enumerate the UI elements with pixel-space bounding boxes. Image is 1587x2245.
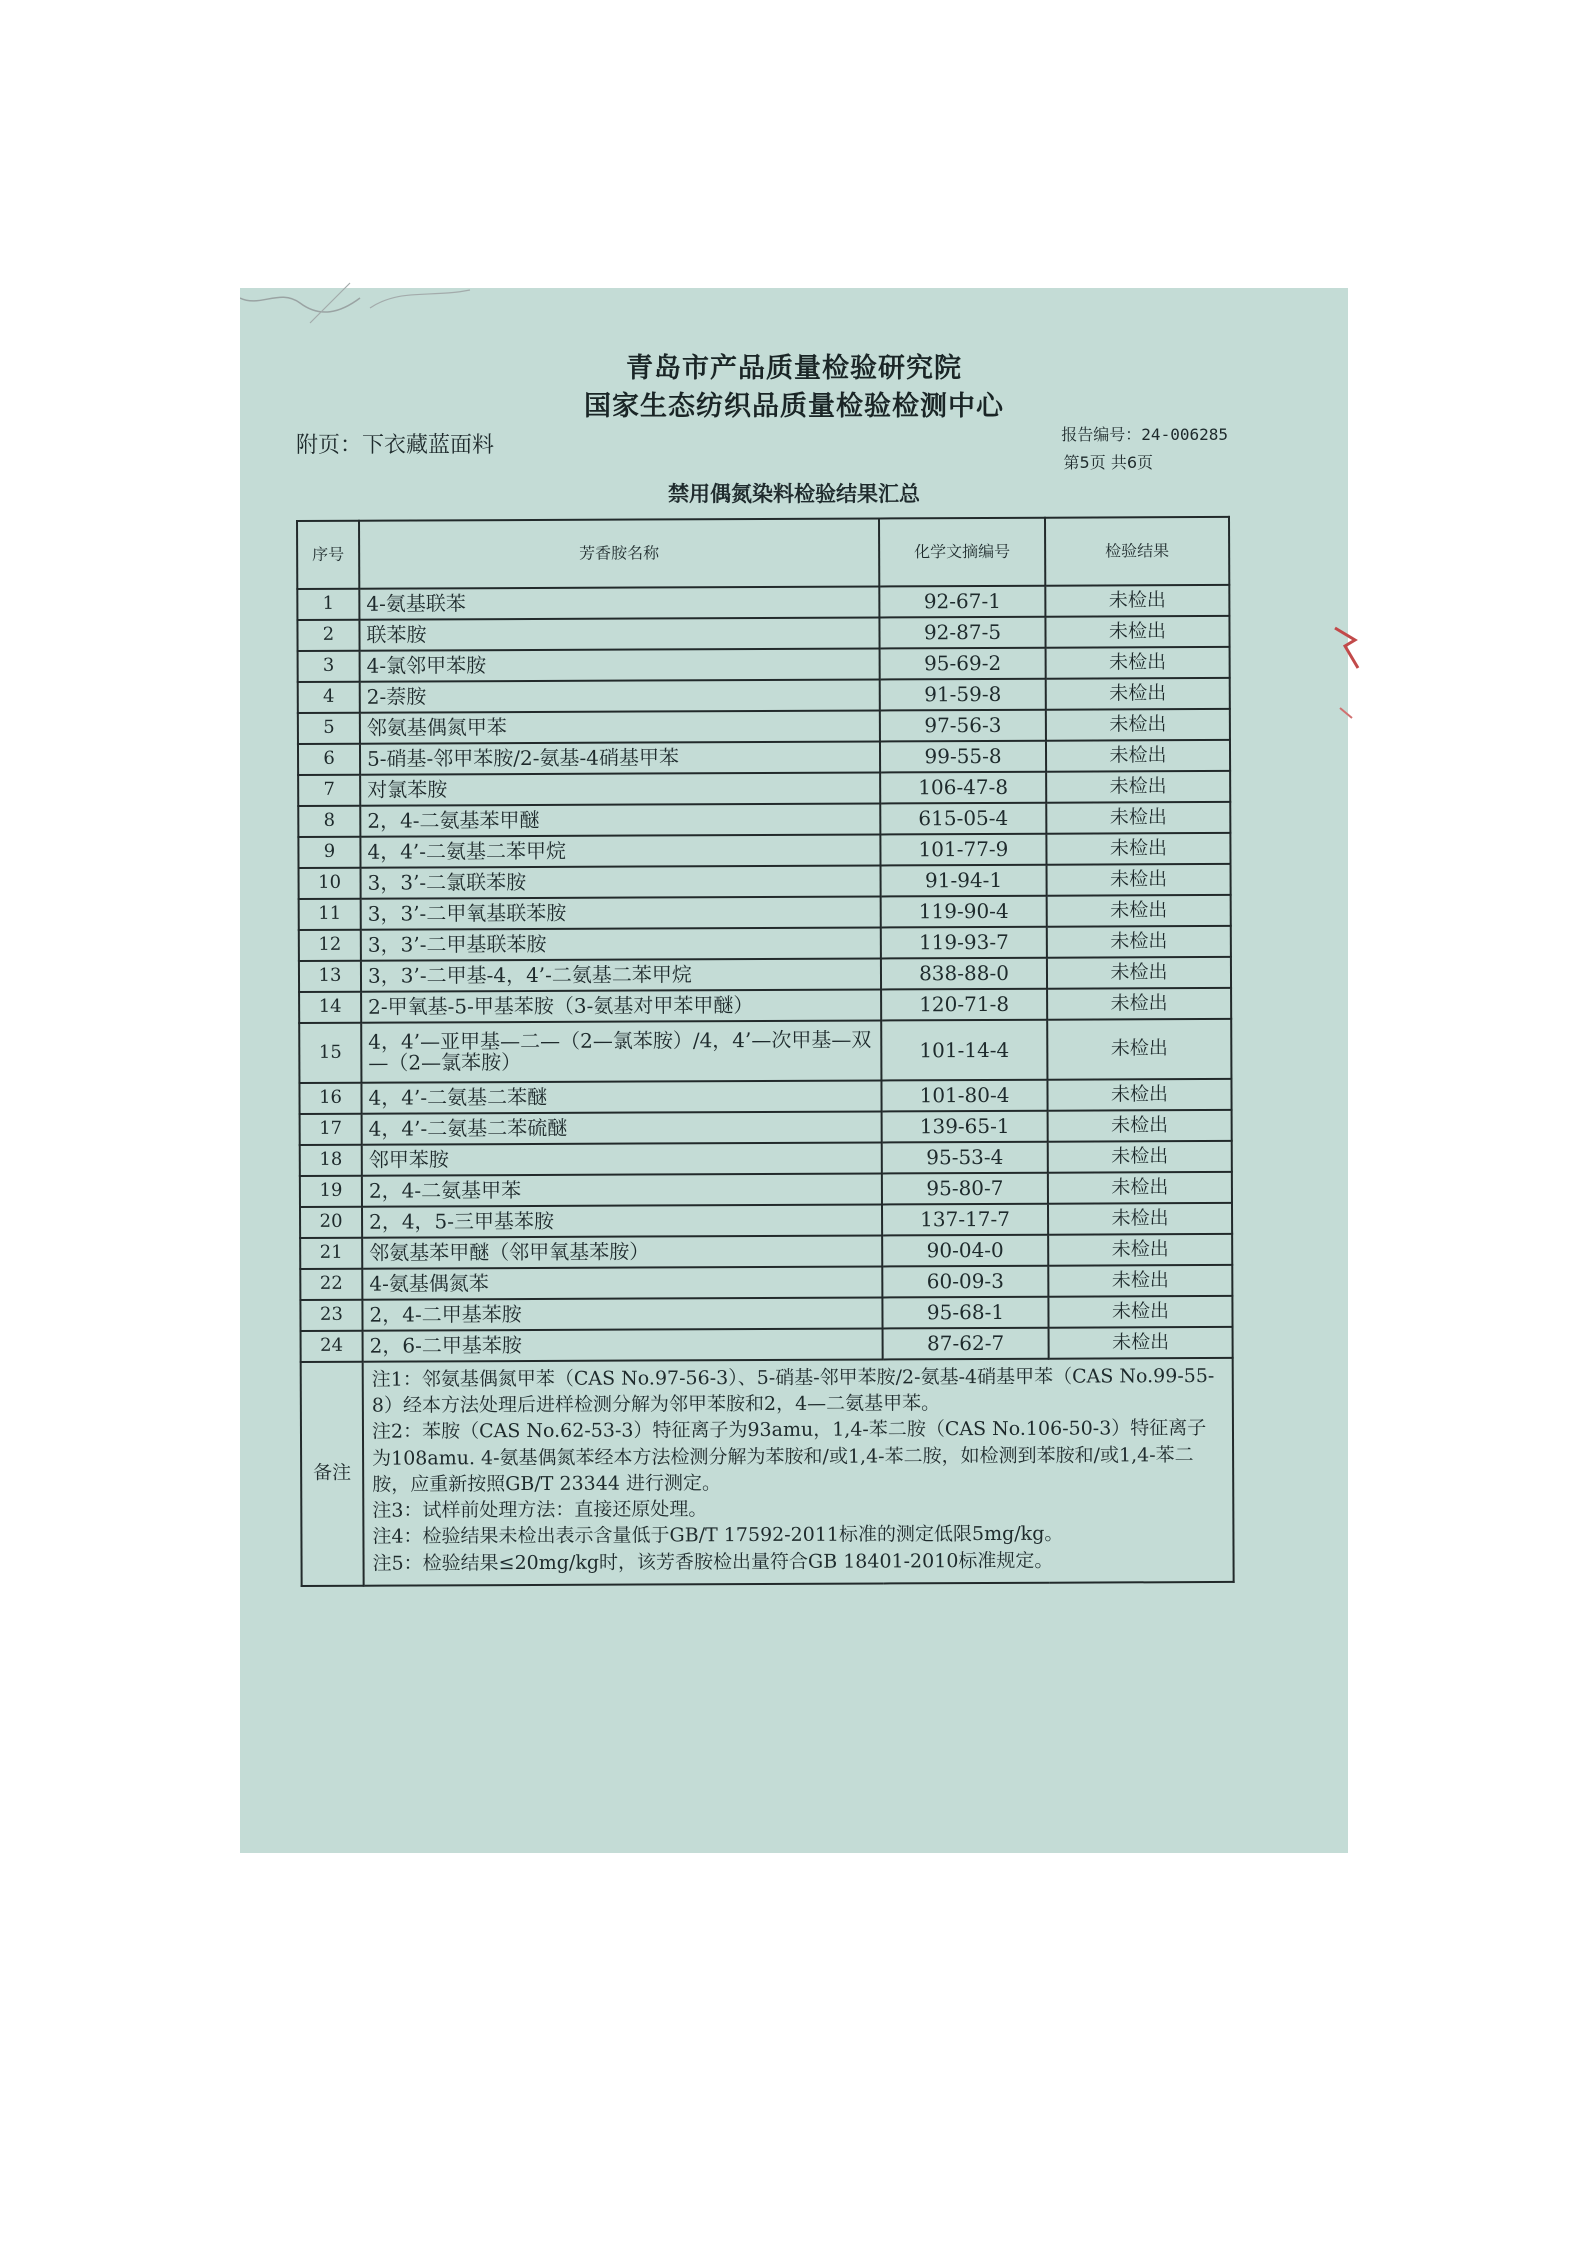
cas-number: 101-80-4 [881, 1080, 1047, 1112]
table-row [299, 864, 1231, 899]
amine-name: 邻氨基苯甲醚（邻甲氧基苯胺） [362, 1235, 882, 1268]
test-result: 未检出 [1046, 678, 1230, 710]
cas-number: 101-14-4 [881, 1020, 1047, 1081]
report-number: 报告编号：24-006285 [1061, 425, 1228, 444]
test-result: 未检出 [1047, 895, 1231, 927]
cas-number: 97-56-3 [880, 710, 1046, 742]
test-result: 未检出 [1047, 1019, 1231, 1080]
test-result: 未检出 [1047, 988, 1231, 1020]
table-row [297, 616, 1229, 651]
row-index: 3 [298, 651, 360, 682]
cas-number: 91-59-8 [880, 679, 1046, 711]
row-index: 13 [299, 961, 361, 992]
test-result: 未检出 [1046, 647, 1230, 679]
row-index: 15 [299, 1023, 361, 1083]
row-index: 20 [300, 1207, 362, 1238]
note-4: 注4：检验结果未检出表示含量低于GB/T 17592-2011标准的测定低限5mg/kg。 [372, 1522, 1064, 1548]
red-mark-icon [1330, 608, 1370, 758]
test-result: 未检出 [1048, 1172, 1232, 1204]
table-row [300, 1172, 1232, 1207]
notes-row [301, 1358, 1234, 1586]
notes-label: 备注 [301, 1362, 364, 1586]
row-index: 19 [300, 1176, 362, 1207]
table-row [300, 1234, 1232, 1269]
amine-name: 2，4-二氨基甲苯 [362, 1173, 882, 1206]
amine-name: 邻甲苯胺 [362, 1142, 882, 1175]
table-row [297, 585, 1229, 620]
table-row [300, 1203, 1232, 1238]
test-result: 未检出 [1048, 1296, 1232, 1328]
table-row [298, 709, 1230, 744]
col-header-index: 序号 [297, 521, 359, 589]
pencil-scribble-icon [240, 268, 570, 328]
amine-name: 联苯胺 [359, 617, 879, 650]
amine-name: 2，6-二甲基苯胺 [363, 1328, 883, 1361]
cas-number: 92-67-1 [879, 586, 1045, 618]
row-index: 23 [300, 1300, 362, 1331]
row-index: 11 [299, 899, 361, 930]
table-row [299, 895, 1231, 930]
test-result: 未检出 [1047, 1079, 1231, 1111]
table-row [298, 833, 1230, 868]
test-result: 未检出 [1046, 709, 1230, 741]
cas-number: 60-09-3 [882, 1266, 1048, 1298]
row-index: 1 [297, 589, 359, 620]
table-row [299, 957, 1231, 992]
table-row [300, 1110, 1232, 1145]
row-index: 2 [297, 620, 359, 651]
cas-number: 95-68-1 [882, 1297, 1048, 1329]
test-result: 未检出 [1045, 616, 1229, 648]
cas-number: 120-71-8 [881, 989, 1047, 1021]
test-result: 未检出 [1046, 802, 1230, 834]
cas-number: 91-94-1 [881, 865, 1047, 897]
table-title: 禁用偶氮染料检验结果汇总 [668, 482, 920, 506]
cas-number: 838-88-0 [881, 958, 1047, 990]
amine-name: 2-萘胺 [360, 679, 880, 712]
table-row [300, 1141, 1232, 1176]
row-index: 10 [299, 868, 361, 899]
table-row [299, 988, 1231, 1023]
row-index: 5 [298, 713, 360, 744]
row-index: 24 [301, 1331, 363, 1362]
cas-number: 137-17-7 [882, 1204, 1048, 1236]
table-row [299, 1019, 1231, 1083]
appendix-label: 附页：下衣藏蓝面料 [296, 433, 495, 458]
test-result: 未检出 [1045, 585, 1229, 617]
cas-number: 95-53-4 [882, 1142, 1048, 1174]
cas-number: 92-87-5 [879, 617, 1045, 649]
amine-name: 4，4’-二氨基二苯醚 [361, 1080, 881, 1113]
table-row [298, 802, 1230, 837]
amine-name: 3，3’-二甲基-4，4’-二氨基二苯甲烷 [361, 958, 881, 991]
amine-name: 4-氨基偶氮苯 [362, 1266, 882, 1299]
test-result: 未检出 [1047, 864, 1231, 896]
institute-title: 青岛市产品质量检验研究院 [626, 353, 962, 384]
amine-name: 2，4-二氨基苯甲醚 [360, 803, 880, 836]
test-result: 未检出 [1047, 926, 1231, 958]
cas-number: 101-77-9 [880, 834, 1046, 866]
cas-number: 119-90-4 [881, 896, 1047, 928]
table-row [298, 771, 1230, 806]
cas-number: 95-80-7 [882, 1173, 1048, 1205]
row-index: 18 [300, 1145, 362, 1176]
col-header-cas: 化学文摘编号 [879, 518, 1045, 587]
amine-name: 5-硝基-邻甲苯胺/2-氨基-4硝基甲苯 [360, 741, 880, 774]
note-2: 注2：苯胺（CAS No.62-53-3）特征离子为93amu，1,4-苯二胺（CAS No.106-50-3）特征离子为108amu. 4-氨基偶氮苯经本方法检测分解为苯胺和/或1,4-苯二胺，如检测到苯胺和/或1,4-苯二胺，应重新按照GB/T 23344 进行测定。 [371, 1417, 1207, 1496]
amine-name: 对氯苯胺 [360, 772, 880, 805]
amine-name: 3，3’-二甲氧基联苯胺 [361, 896, 881, 929]
row-index: 17 [300, 1114, 362, 1145]
amine-name: 3，3’-二氯联苯胺 [361, 865, 881, 898]
table-row [300, 1296, 1232, 1331]
cas-number: 87-62-7 [883, 1328, 1049, 1360]
cas-number: 106-47-8 [880, 772, 1046, 804]
test-result: 未检出 [1047, 957, 1231, 989]
table-row [301, 1327, 1233, 1362]
row-index: 9 [298, 837, 360, 868]
col-header-result: 检验结果 [1045, 517, 1229, 586]
center-title: 国家生态纺织品质量检验检测中心 [584, 391, 1004, 422]
test-result: 未检出 [1046, 833, 1230, 865]
amine-name: 4，4’—亚甲基—二—（2—氯苯胺）/4，4’—次甲基—双—（2—氯苯胺） [361, 1020, 881, 1082]
cas-number: 615-05-4 [880, 803, 1046, 835]
table-row [299, 926, 1231, 961]
amine-name: 4，4’-二氨基二苯甲烷 [360, 834, 880, 867]
test-result: 未检出 [1048, 1141, 1232, 1173]
amine-name: 2-甲氧基-5-甲基苯胺（3-氨基对甲苯甲醚） [361, 989, 881, 1022]
cas-number: 99-55-8 [880, 741, 1046, 773]
row-index: 8 [298, 806, 360, 837]
results-table [296, 516, 1235, 1587]
page-info: 第5页 共6页 [1063, 453, 1153, 472]
note-5: 注5：检验结果≤20mg/kg时，该芳香胺检出量符合GB 18401-2010标准规定。 [372, 1549, 1054, 1575]
table-header-row [297, 517, 1229, 589]
amine-name: 邻氨基偶氮甲苯 [360, 710, 880, 743]
test-result: 未检出 [1048, 1110, 1232, 1142]
test-result: 未检出 [1046, 740, 1230, 772]
cas-number: 139-65-1 [882, 1111, 1048, 1143]
col-header-name: 芳香胺名称 [359, 518, 879, 588]
amine-name: 4，4’-二氨基二苯硫醚 [362, 1111, 882, 1144]
table-row [298, 678, 1230, 713]
test-result: 未检出 [1048, 1265, 1232, 1297]
row-index: 16 [299, 1083, 361, 1114]
table-row [299, 1079, 1231, 1114]
row-index: 14 [299, 992, 361, 1023]
row-index: 7 [298, 775, 360, 806]
test-result: 未检出 [1049, 1327, 1233, 1359]
report-sheet [240, 288, 1348, 1853]
cas-number: 119-93-7 [881, 927, 1047, 959]
amine-name: 3，3’-二甲基联苯胺 [361, 927, 881, 960]
amine-name: 4-氯邻甲苯胺 [360, 648, 880, 681]
row-index: 22 [300, 1269, 362, 1300]
test-result: 未检出 [1048, 1203, 1232, 1235]
table-row [300, 1265, 1232, 1300]
cas-number: 90-04-0 [882, 1235, 1048, 1267]
amine-name: 2，4-二甲基苯胺 [362, 1297, 882, 1330]
test-result: 未检出 [1048, 1234, 1232, 1266]
amine-name: 4-氨基联苯 [359, 586, 879, 619]
note-1: 注1：邻氨基偶氮甲苯（CAS No.97-56-3）、5-硝基-邻甲苯胺/2-氨基-4硝基甲苯（CAS No.99-55-8）经本方法处理后进样检测分解为邻甲苯胺和2，4—二氨基甲苯。 [371, 1365, 1215, 1417]
test-result: 未检出 [1046, 771, 1230, 803]
table-row [298, 647, 1230, 682]
amine-name: 2，4，5-三甲基苯胺 [362, 1204, 882, 1237]
row-index: 6 [298, 744, 360, 775]
row-index: 21 [300, 1238, 362, 1269]
row-index: 4 [298, 682, 360, 713]
notes-content [363, 1358, 1234, 1586]
row-index: 12 [299, 930, 361, 961]
note-3: 注3：试样前处理方法：直接还原处理。 [372, 1498, 708, 1522]
cas-number: 95-69-2 [880, 648, 1046, 680]
table-row [298, 740, 1230, 775]
